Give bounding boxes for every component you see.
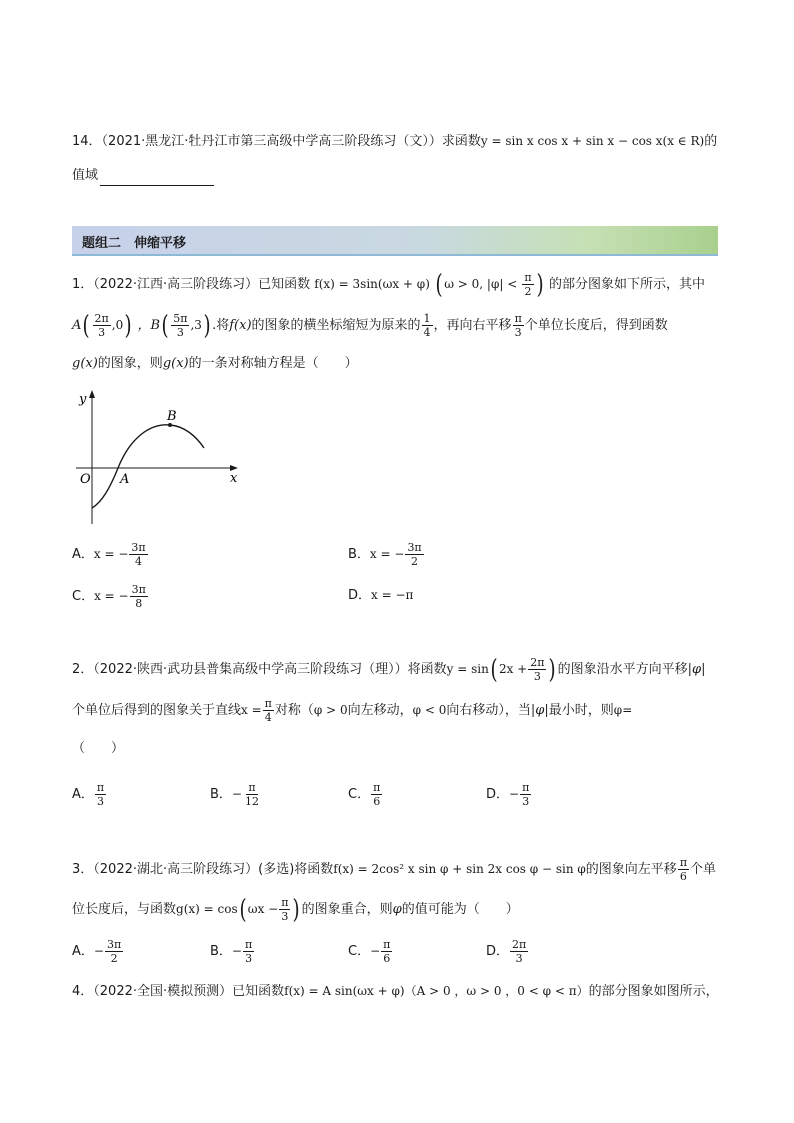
paren: (: [239, 894, 247, 925]
q3-pi-over-6: $\frac{\pi}{6}$: [679, 856, 688, 883]
q2-text-f: 向右移动），当: [446, 703, 531, 718]
q2-phi-eq: φ=: [613, 703, 633, 717]
pre: −: [231, 787, 242, 801]
q1-line3: [72, 354, 358, 374]
q1-one-quarter: $\frac{1}{4}$: [423, 312, 431, 339]
q1-b-x: $\frac{5\pi}{3}$: [173, 312, 188, 339]
q1-right-paren: ): [536, 269, 544, 300]
q14-prefix: 14．（2021·黑龙江·牡丹江市第三高级中学高三阶段练习（文））求函数: [72, 134, 481, 149]
q2-blank-paren: （ ）: [72, 741, 125, 756]
a-label: A: [120, 472, 130, 487]
q1-option-a[interactable]: [72, 541, 149, 568]
q1-point-b-label: ，B: [137, 318, 161, 333]
q2-phi-pos: φ > 0: [313, 703, 348, 717]
x-label: x: [230, 471, 238, 486]
q2-suffix: 的图象沿水平方向平移: [557, 662, 688, 677]
label: A．: [72, 547, 94, 562]
q2-line2: [72, 697, 632, 724]
q14-line1: [72, 131, 717, 152]
origin-label: O: [80, 472, 91, 487]
q1-text-c: ，再向右平移: [433, 318, 512, 333]
pre: −: [231, 944, 242, 958]
frac: $\frac{2\pi}{3}$: [512, 938, 527, 965]
q2-option-b[interactable]: [210, 781, 262, 808]
q3-mid: 的图象向左平移: [585, 862, 677, 877]
q2-option-a[interactable]: [72, 781, 107, 808]
frac: $\frac{3\pi}{2}$: [407, 541, 422, 568]
label: C．: [348, 944, 371, 959]
label: A．: [72, 944, 94, 959]
section-header: [72, 226, 718, 256]
q4-line1: [72, 981, 719, 1002]
frac: $\frac{\pi}{6}$: [373, 781, 381, 808]
q2-x: x =: [241, 703, 262, 717]
q1-text-a: .将: [212, 318, 230, 333]
q2-option-c[interactable]: [348, 781, 383, 808]
label: C．: [348, 787, 371, 802]
q1-pi-over-2: $\frac{\pi}{2}$: [524, 271, 532, 298]
q1-line1: [72, 271, 705, 298]
pre: x = −: [369, 547, 405, 561]
q2-prefix: 2．（2022·陕西·武功县普集高级中学高三阶段练习（理））将函数: [72, 662, 447, 677]
label: C．: [72, 589, 95, 604]
label: B．: [210, 944, 232, 959]
q3-inner: ωx −: [247, 902, 279, 916]
q14-domain: (x ∈ R): [662, 134, 705, 148]
pre: −: [370, 944, 381, 958]
label: D．: [348, 588, 372, 603]
q1-pi-over-3: $\frac{\pi}{3}$: [514, 312, 522, 339]
q3-gx: g(x) = cos: [176, 902, 238, 916]
pre: x = −: [93, 547, 129, 561]
q3-option-a[interactable]: [72, 938, 124, 965]
q1-a-y: ,0: [111, 318, 124, 332]
q1-option-b[interactable]: [348, 541, 425, 568]
q1-function: f(x) = 3sin(ωx + φ): [314, 277, 430, 291]
q1-option-c[interactable]: [72, 583, 149, 610]
expr: x = −π: [371, 588, 414, 602]
q1-graph: [72, 388, 244, 528]
frac: $\frac{\pi}{12}$: [244, 781, 259, 808]
q2-line1: [72, 656, 706, 683]
q2-function: y = sin: [446, 662, 489, 676]
q3-text-b: 的图象重合，则: [301, 902, 393, 917]
q3-tail: 个单: [690, 862, 717, 877]
frac: $\frac{\pi}{3}$: [522, 781, 530, 808]
q1-condition: ω > 0, |φ| <: [444, 277, 518, 291]
pre: x = −: [94, 589, 129, 603]
q1-text-d: 个单位长度后，得到函数: [524, 318, 668, 333]
q3-text-c: 的值可能为（ ）: [401, 902, 519, 917]
paren: (: [82, 310, 91, 341]
q3-phi: φ: [392, 902, 402, 917]
q1-text-b: 的图象的横坐标缩短为原来的: [251, 318, 421, 333]
paren: (: [161, 310, 169, 341]
q2-inner: 2x +: [498, 662, 528, 676]
q1-fx: f(x): [229, 318, 252, 333]
q3-function: f(x) = 2cos² x sin φ + sin 2x cos φ − sin φ: [333, 862, 586, 876]
q1-point-a-label: A: [72, 318, 82, 333]
q14-suffix: 的: [704, 134, 718, 149]
q4-prefix: 4．（2022·全国·模拟预测）已知函数: [72, 984, 285, 999]
q1-text-e: 的图象，则: [97, 356, 163, 371]
q3-pi-over-3: $\frac{\pi}{3}$: [281, 896, 289, 923]
q1-text-f: 的一条对称轴方程是（ ）: [188, 356, 358, 371]
b-label: B: [167, 409, 177, 424]
q2-phi-abs-2: |φ|: [530, 703, 549, 718]
q1-a-x: $\frac{2\pi}{3}$: [94, 312, 109, 339]
frac: $\frac{3\pi}{8}$: [131, 583, 146, 610]
q3-text-a: 位长度后，与函数: [72, 902, 177, 917]
q2-text-b: 对称（: [274, 703, 314, 718]
q1-gx-2: g(x): [162, 356, 189, 371]
paren: ): [203, 310, 211, 341]
q4-suffix: 的部分图象如图所示，: [588, 984, 719, 999]
label: B．: [348, 547, 370, 562]
q4-function: f(x) = A sin(ωx + φ): [284, 984, 405, 998]
q3-line2: [72, 896, 519, 923]
q2-text-d: 向左移动，: [347, 703, 413, 718]
y-label: y: [79, 392, 87, 407]
label: B．: [210, 787, 232, 802]
q2-option-d[interactable]: [486, 781, 532, 808]
q1-line2: [72, 312, 668, 339]
q14-answer-blank[interactable]: [100, 171, 214, 186]
y-axis-arrow: [89, 390, 95, 398]
q1-left-paren: (: [435, 269, 443, 300]
section-title: 题组二 伸缩平移: [82, 236, 187, 251]
q2-2pi-over-3: $\frac{2\pi}{3}$: [530, 656, 545, 683]
q1-option-d[interactable]: [348, 585, 413, 606]
q3-option-b[interactable]: [210, 938, 255, 965]
q2-text-a: 个单位后得到的图象关于直线: [72, 703, 242, 718]
pre: −: [509, 787, 520, 801]
q14-formula: y = sin x cos x + sin x − cos x: [480, 134, 663, 148]
label: D．: [486, 944, 510, 959]
q14-value-range-label: 值域: [72, 168, 99, 183]
pre: −: [93, 944, 104, 958]
q1-gx: g(x): [72, 356, 98, 371]
paren: (: [490, 654, 498, 685]
q2-pi-over-4: $\frac{\pi}{4}$: [264, 697, 272, 724]
q1-prefix: 1．（2022·江西·高三阶段练习）已知函数: [72, 277, 311, 292]
frac: $\frac{\pi}{3}$: [96, 781, 105, 808]
q1-mid-text: 的部分图象如下所示，其中: [548, 277, 705, 292]
frac: $\frac{3\pi}{4}$: [131, 541, 146, 568]
q1-b-y: ,3: [190, 318, 202, 332]
q3-option-d[interactable]: [486, 938, 529, 965]
frac: $\frac{\pi}{6}$: [383, 938, 391, 965]
frac: $\frac{3\pi}{2}$: [106, 938, 122, 965]
q14-line2: [72, 166, 214, 186]
q4-condition: （A > 0 ，ω > 0 ，0 < φ < π）: [404, 984, 589, 998]
paren: ): [124, 310, 132, 341]
paren: ): [292, 894, 301, 925]
label: A．: [72, 787, 94, 802]
q2-phi-neg: φ < 0: [412, 703, 447, 717]
paren: ): [549, 654, 557, 685]
q2-text-h: 最小时，则: [548, 703, 614, 718]
q2-phi-abs: |φ|: [687, 662, 706, 677]
q3-option-c[interactable]: [348, 938, 393, 965]
frac: $\frac{\pi}{3}$: [244, 938, 253, 965]
label: D．: [486, 787, 510, 802]
sine-curve: [92, 425, 204, 508]
q3-line1: [72, 856, 716, 883]
q3-prefix: 3．（2022·湖北·高三阶段练习）(多选)将函数: [72, 862, 334, 877]
q2-line3: [72, 739, 124, 759]
